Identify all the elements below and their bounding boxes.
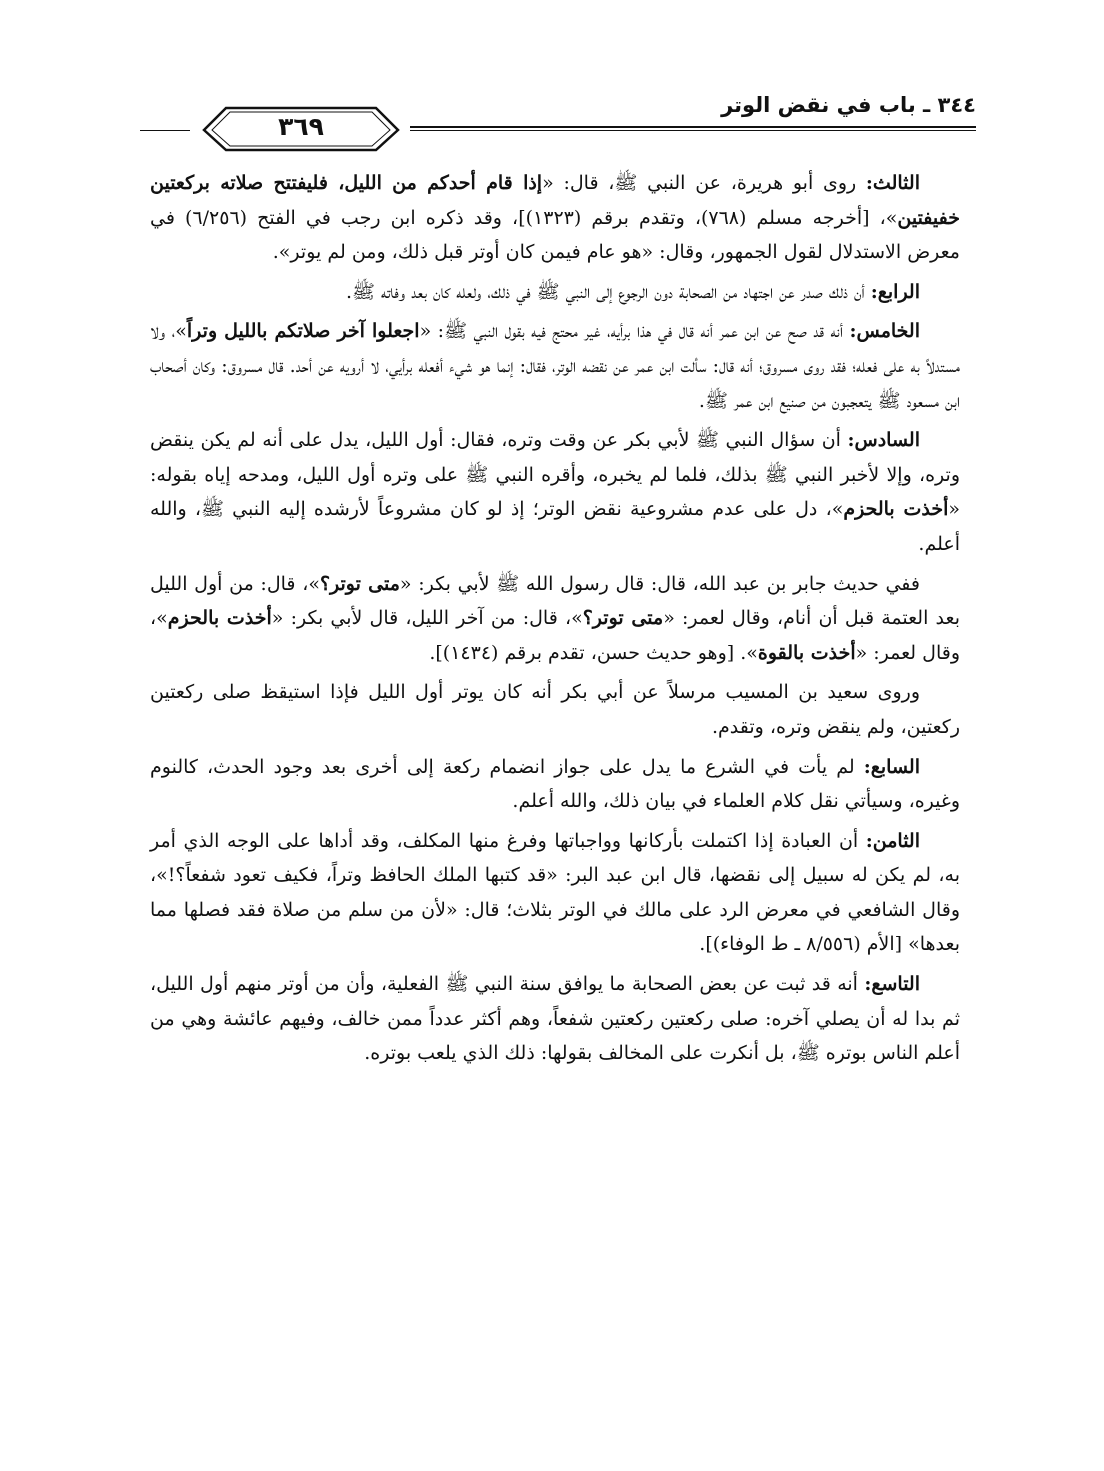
page-number-badge [198, 102, 404, 154]
body-text [150, 166, 960, 1076]
header-rule [410, 126, 976, 131]
paragraph-lead: الثامن: [865, 829, 920, 852]
paragraph-text: »، قال: من آخر الليل، قال لأبي بكر: « [271, 607, 583, 630]
paragraph-lead: الخامس: [849, 320, 920, 343]
page-number: ٣٦٩ [278, 112, 324, 141]
paragraph [150, 675, 960, 744]
paragraph-text: أن سؤال النبي ﷺ لأبي بكر عن وقت وتره، فقال: أول الليل، يدل على أنه لم يكن ينقض وتره، وإلا لأخبر النبي ﷺ بذلك، فلما لم يخبره، وأقره النبي ﷺ على وتره أول الليل، ومدحه إياه بقوله: « [150, 429, 960, 521]
paragraph-lead: التاسع: [864, 973, 920, 996]
paragraph-text: أنه قد صح عن ابن عمر أنه قال في هذا برأيه، غير محتج فيه بقول النبي ﷺ: « [419, 320, 850, 343]
hadith-quote: أخذت بالقوة [757, 641, 856, 664]
paragraph-text: لم يأت في الشرع ما يدل على جواز انضمام ركعة إلى أخرى بعد وجود الحدث، كالنوم وغيره، وسيأتي نقل كلام العلماء في بيان ذلك، والله أعلم. [150, 755, 960, 813]
paragraph [150, 423, 960, 561]
header-rule-short [140, 130, 190, 131]
page-header [140, 90, 976, 150]
paragraph-lead: الثالث: [865, 172, 920, 194]
paragraph-text: »، ولا مستدلاً به على فعله؛ فقد روى مسروق؛ أنه قال: سألت ابن عمر عن نقضه الوتر، فقال: إنما هو شيء أفعله برأيي، لا أرويه عن أحد. قال مسروق: وكان أصحاب ابن مسعود ﷺ يتعجبون من صنيع ابن عمر ﷺ. [150, 320, 960, 412]
paragraph [150, 275, 960, 310]
paragraph-lead: السابع: [863, 755, 920, 778]
paragraph [150, 750, 960, 819]
paragraph [150, 967, 960, 1071]
hadith-quote: أخذت بالحزم [167, 607, 272, 630]
paragraph [150, 166, 960, 270]
paragraph-text: »، [أخرجه مسلم (٧٦٨)، وتقدم برقم (١٣٢٣)]، وقد ذكره ابن رجب في الفتح (٦/٢٥٦) في معرض الاستدلال لقول الجمهور، وقال: «هو عام فيمن كان أوتر قبل ذلك، ومن لم يوتر». [150, 206, 960, 264]
paragraph [150, 314, 960, 418]
hadith-quote: متى توتر؟ [319, 572, 400, 595]
paragraph-text: وروى سعيد بن المسيب مرسلاً عن أبي بكر أنه كان يوتر أول الليل فإذا استيقظ صلى ركعتين ركعتين، ولم ينقض وتره، وتقدم. [150, 681, 960, 738]
paragraph-text: أن العبادة إذا اكتملت بأركانها وواجباتها وفرغ منها المكلف، وقد أداها على الوجه الذي أمر به، لم يكن له سبيل إلى نقضها، قال ابن عبد البر: «قد كتبها الملك الحافظ وتراً، فكيف تعود شفعاً؟!»، وقال الشافعي في معرض الرد على مالك في الوتر بثلاث؛ قال: «لأن من سلم من صلاة فقد فصلها مما بعدها» [الأم (٨/٥٥٦ ـ ط الوفاء)]. [150, 829, 960, 956]
paragraph [150, 567, 960, 671]
paragraph-text: »، وقال لعمر: « [150, 607, 960, 664]
paragraph-text: أن ذلك صدر عن اجتهاد من الصحابة دون الرجوع إلى النبي ﷺ في ذلك، ولعله كان بعد وفاته ﷺ. [345, 280, 871, 303]
hadith-quote: إذا قام أحدكم من الليل، فليفتتح صلاته بركعتين خفيفتين [150, 172, 961, 229]
paragraph-lead: الرابع: [870, 280, 920, 303]
paragraph-text: أنه قد ثبت عن بعض الصحابة ما يوافق سنة النبي ﷺ الفعلية، وأن من أوتر منهم أول الليل، ثم بدا له أن يصلي آخره: صلى ركعتين ركعتين شفعاً، وهم أكثر عدداً ممن خالف، وفيهم عائشة وهي من أعلم الناس بوتره ﷺ، بل أنكرت على المخالف بقولها: ذلك الذي يلعب بوتره. [150, 973, 960, 1065]
paragraph-text: ». [وهو حديث حسن، تقدم برقم (١٤٣٤)]. [429, 641, 758, 664]
hadith-quote: متى توتر؟ [582, 607, 664, 630]
paragraph-lead: السادس: [847, 429, 920, 452]
hadith-quote: اجعلوا آخر صلاتكم بالليل وتراً [186, 320, 420, 343]
paragraph-text: »، دل على عدم مشروعية نقض الوتر؛ إذ لو كان مشروعاً لأرشده إليه النبي ﷺ، والله أعلم. [150, 498, 960, 555]
paragraph-text: »، قال: من أول الليل بعد العتمة قبل أن أنام، وقال لعمر: « [150, 572, 960, 630]
hadith-quote: أخذت بالحزم [843, 498, 949, 521]
paragraph [150, 824, 960, 962]
paragraph-text: ففي حديث جابر بن عبد الله، قال: قال رسول الله ﷺ لأبي بكر: « [399, 572, 920, 595]
running-title: ٣٤٤ ـ باب في نقض الوتر [721, 93, 976, 117]
paragraph-text: روى أبو هريرة، عن النبي ﷺ، قال: « [542, 172, 866, 194]
